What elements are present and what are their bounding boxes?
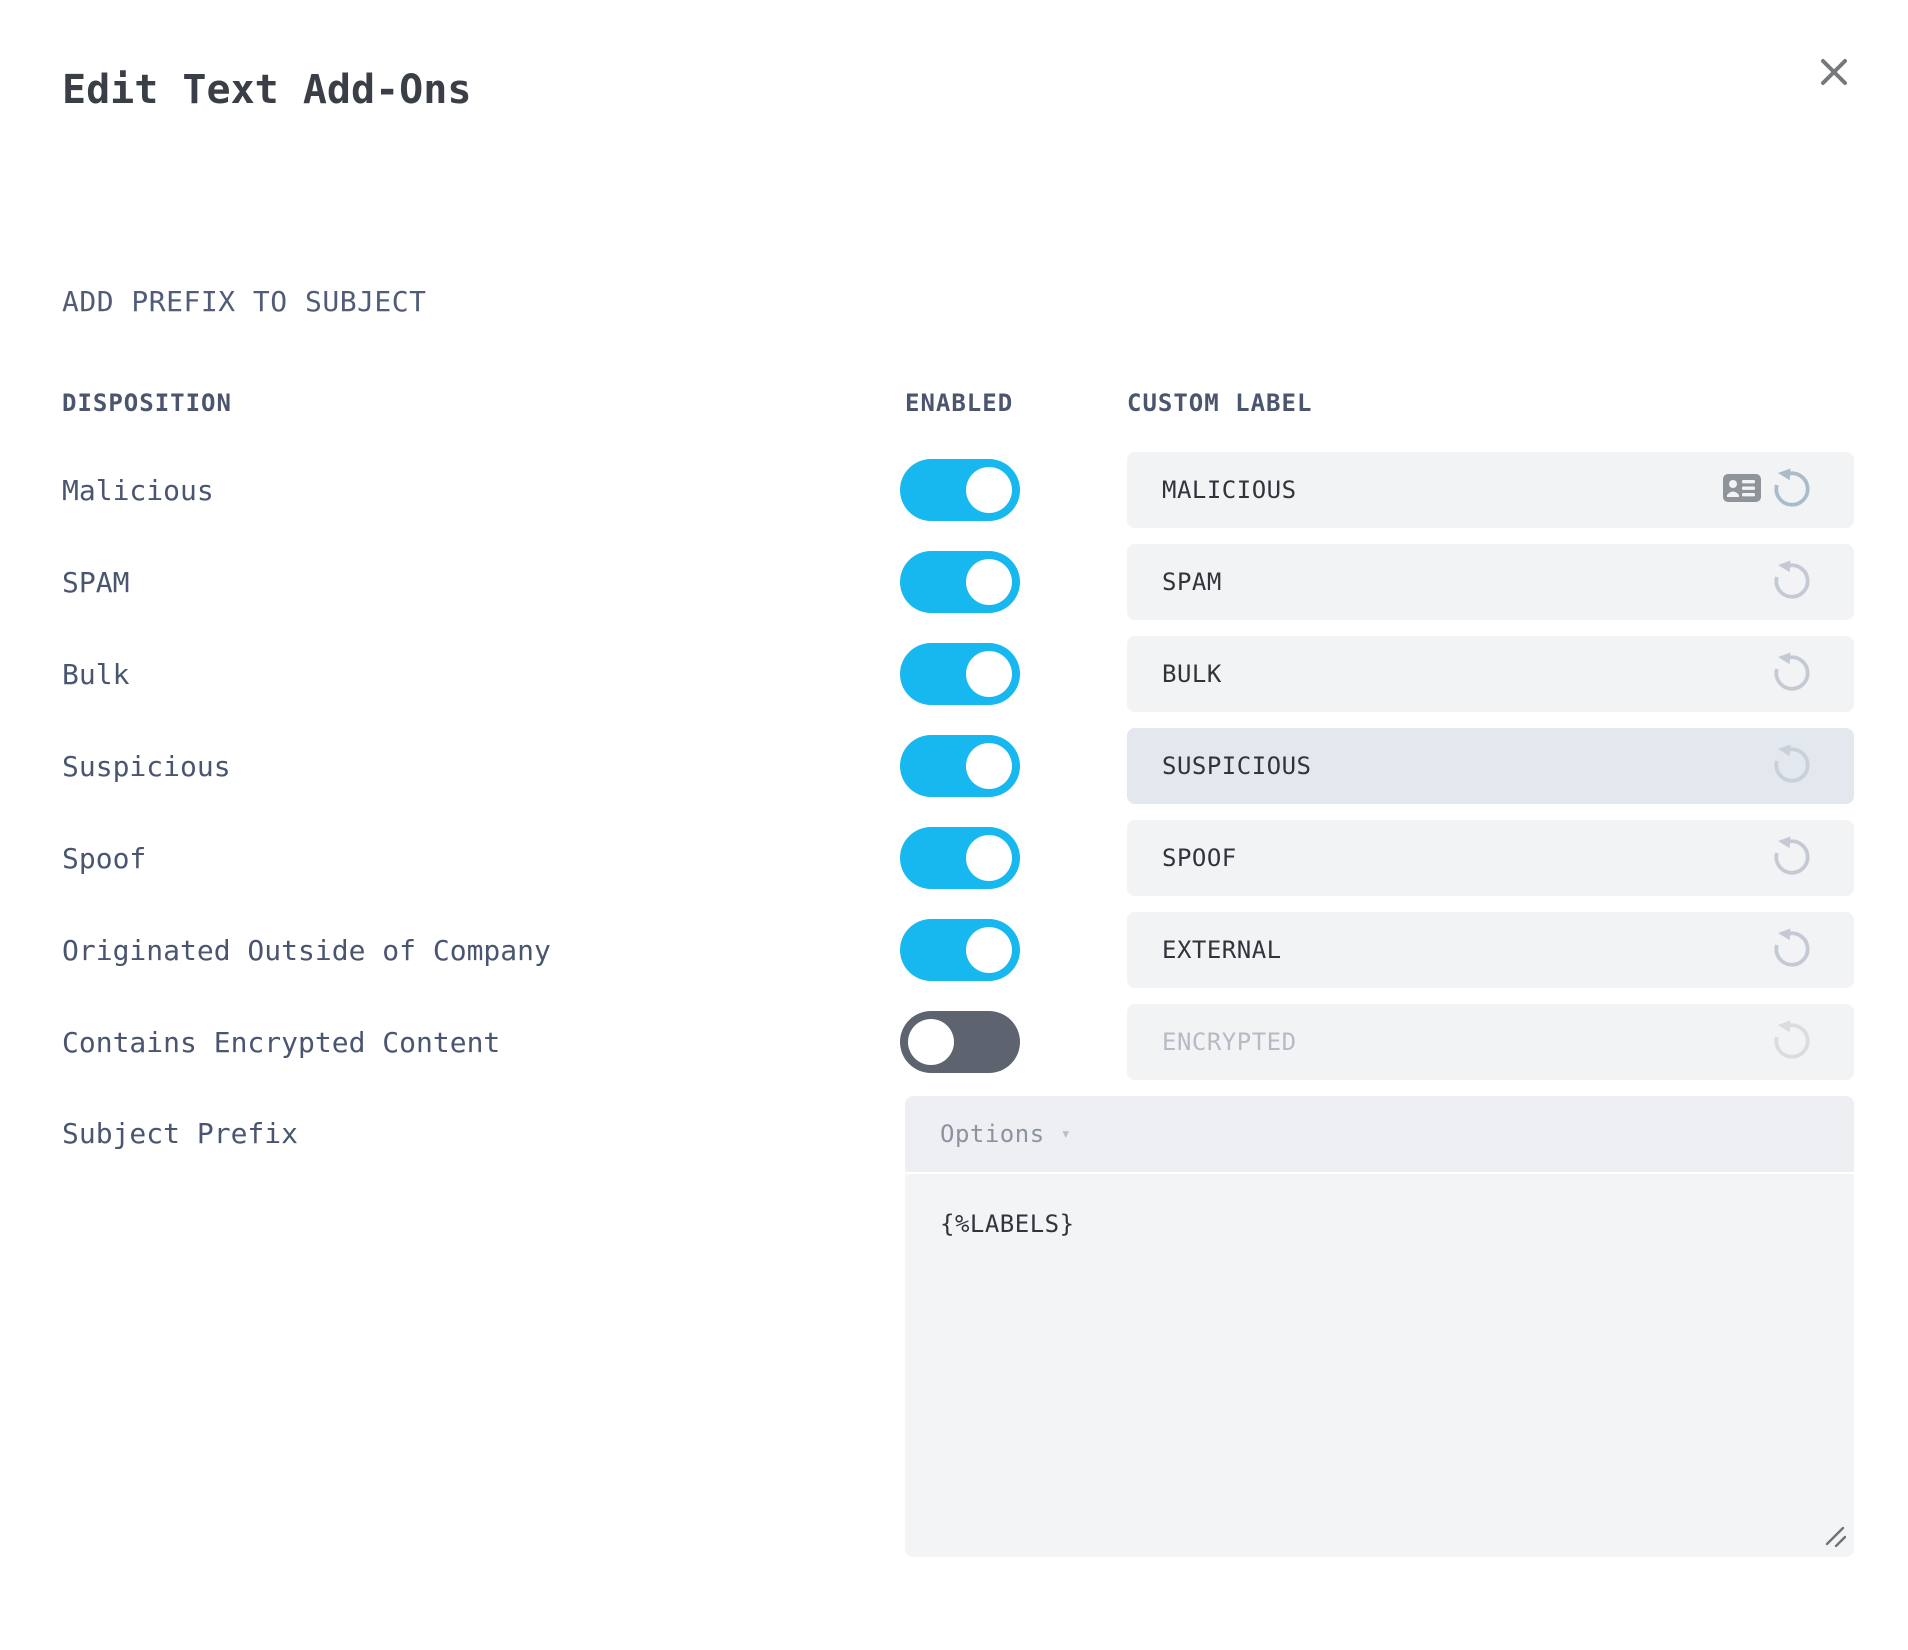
chevron-down-icon: ▾ (1060, 1124, 1071, 1144)
toggle-knob (966, 467, 1012, 513)
custom-label-input[interactable]: EXTERNAL (1127, 912, 1854, 988)
table-row-suspicious (62, 728, 1854, 804)
disposition-label: Originated Outside of Company (62, 933, 551, 967)
reset-label-icon[interactable] (1769, 925, 1815, 975)
table-row-spam (62, 544, 1854, 620)
table-row-spoof (62, 820, 1854, 896)
enabled-toggle[interactable] (900, 1011, 1020, 1073)
reset-label-icon[interactable] (1769, 1017, 1815, 1067)
column-header-custom-label: CUSTOM LABEL (1127, 389, 1313, 417)
options-dropdown[interactable] (905, 1096, 1854, 1172)
disposition-label: Spoof (62, 841, 147, 875)
enabled-toggle[interactable] (900, 735, 1020, 797)
reset-label-icon[interactable] (1769, 649, 1815, 699)
contact-card-icon[interactable] (1722, 473, 1762, 507)
custom-label-input[interactable]: MALICIOUS (1127, 452, 1854, 528)
subject-prefix-textarea[interactable] (905, 1174, 1854, 1557)
table-row-encrypted (62, 1004, 1854, 1080)
toggle-knob (908, 1019, 954, 1065)
enabled-toggle[interactable] (900, 919, 1020, 981)
column-header-enabled: ENABLED (905, 389, 1014, 417)
reset-label-icon[interactable] (1769, 557, 1815, 607)
enabled-toggle[interactable] (900, 827, 1020, 889)
reset-label-icon[interactable] (1769, 833, 1815, 883)
section-heading: ADD PREFIX TO SUBJECT (62, 285, 427, 318)
enabled-toggle[interactable] (900, 643, 1020, 705)
disposition-label: Contains Encrypted Content (62, 1025, 501, 1059)
table-row-malicious (62, 452, 1854, 528)
custom-label-input[interactable]: SUSPICIOUS (1127, 728, 1854, 804)
subject-prefix-label: Subject Prefix (62, 1117, 299, 1150)
enabled-toggle[interactable] (900, 459, 1020, 521)
disposition-label: SPAM (62, 565, 130, 599)
table-row-external (62, 912, 1854, 988)
custom-label-input[interactable]: SPOOF (1127, 820, 1854, 896)
resize-handle-icon[interactable] (1824, 1525, 1846, 1551)
toggle-knob (966, 651, 1012, 697)
disposition-label: Malicious (62, 473, 214, 507)
reset-label-icon[interactable] (1769, 741, 1815, 791)
disposition-rows (62, 452, 1854, 1096)
reset-label-icon[interactable] (1769, 465, 1815, 515)
disposition-label: Suspicious (62, 749, 231, 783)
dialog-title: Edit Text Add-Ons (62, 67, 472, 113)
enabled-toggle[interactable] (900, 551, 1020, 613)
toggle-knob (966, 743, 1012, 789)
toggle-knob (966, 927, 1012, 973)
custom-label-input[interactable]: ENCRYPTED (1127, 1004, 1854, 1080)
close-icon (1818, 56, 1850, 88)
subject-prefix-value: {%LABELS} (940, 1210, 1075, 1238)
column-header-disposition: DISPOSITION (62, 389, 232, 417)
table-row-bulk (62, 636, 1854, 712)
toggle-knob (966, 559, 1012, 605)
options-dropdown-label: Options (940, 1120, 1045, 1148)
close-button[interactable] (1810, 48, 1858, 96)
toggle-knob (966, 835, 1012, 881)
disposition-label: Bulk (62, 657, 130, 691)
custom-label-input[interactable]: SPAM (1127, 544, 1854, 620)
custom-label-input[interactable]: BULK (1127, 636, 1854, 712)
